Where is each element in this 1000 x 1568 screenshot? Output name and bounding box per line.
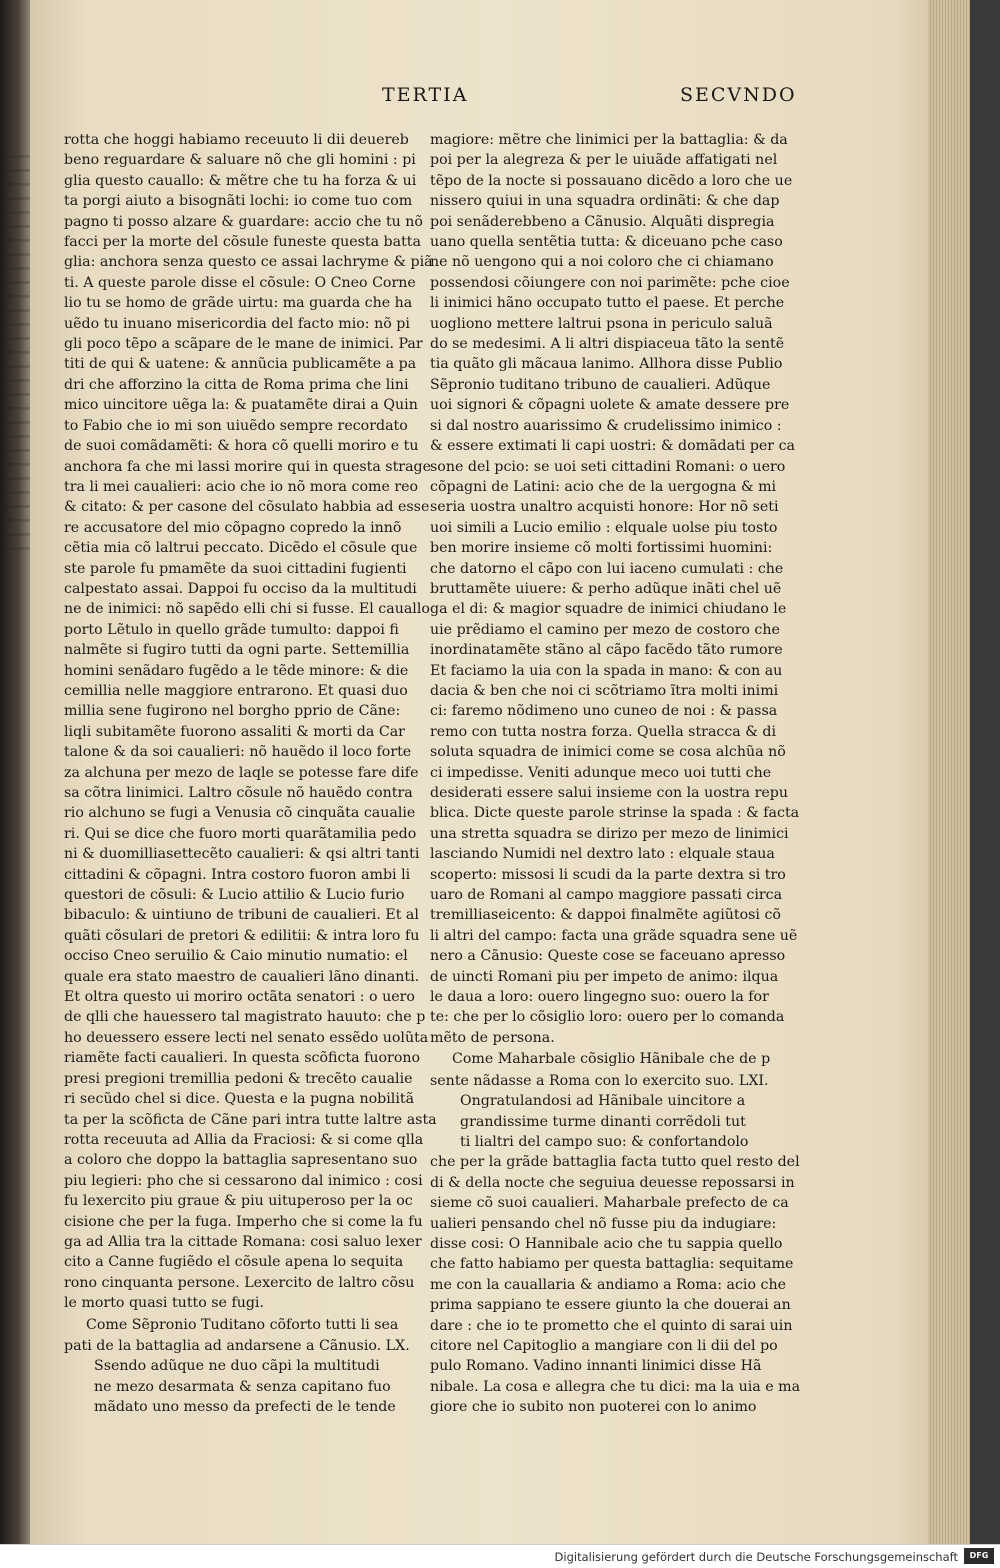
text-line: seria uostra unaltro acquisti honore: Hor nõ seti xyxy=(430,499,779,516)
text-line: uoi simili a Lucio emilio : elquale uolse piu tosto xyxy=(430,519,778,536)
text-line: anchora fa che mi lassi morire qui in questa strage xyxy=(64,458,432,475)
text-line: uano quella sentẽtia tutta: & diceuano pche caso xyxy=(430,234,783,251)
text-line: quale era stato maestro de caualieri lãno dinanti. xyxy=(64,968,420,985)
text-line: piu legieri: pho che si cessarono dal inimico : cosi xyxy=(64,1172,423,1189)
text-line: de suoi comãdamẽti: & hora cõ quelli moriro e tu xyxy=(64,438,419,455)
text-line: to Fabio che io mi son uiuẽdo sempre recordato xyxy=(64,417,408,434)
text-line: talone & da soi caualieri: nõ hauẽdo il loco forte xyxy=(64,744,412,761)
text-line: ga ad Allia tra la cittade Romana: cosi saluo lexer xyxy=(64,1233,422,1250)
text-line: & essere extimati li capi uostri: & domãdati per ca xyxy=(430,438,796,455)
text-line: ualieri pensando chel nõ fusse piu da indugiare: xyxy=(430,1215,777,1232)
text-line: le daua a loro: ouero lingegno suo: ouero la for xyxy=(430,989,769,1006)
text-line: Come Sẽpronio Tuditano cõforto tutti li sea xyxy=(86,1316,399,1333)
text-column-left xyxy=(64,130,444,1418)
dfg-logo: DFG xyxy=(964,1548,994,1564)
text-line: glia: anchora senza questo ce assai lachryme & piã xyxy=(64,254,433,271)
text-line: Sẽpronio tuditano tribuno de caualieri. Adũque xyxy=(430,376,771,393)
text-line: le morto quasi tutto se fugi. xyxy=(64,1295,264,1312)
text-line: prima sappiano te essere giunto la che douerai an xyxy=(430,1297,791,1314)
text-line: beno reguardare & saluare nõ che gli homini : pi xyxy=(64,152,416,169)
text-line: bibaculo: & uintiuno de tribuni de caualieri. Et al xyxy=(64,907,419,924)
text-line: mico uincitore uẽga la: & puatamẽte dirai a Quin xyxy=(64,397,418,414)
text-line: possendosi cõiungere con noi parimẽte: pche cioe xyxy=(430,274,790,291)
text-line: uẽdo tu inuano misericordia del facto mio: nõ pi xyxy=(64,315,410,332)
text-line: do se medesimi. A li altri dispiaceua tãto la sentẽ xyxy=(430,336,785,353)
text-line: disse cosi: O Hannibale acio che tu sappia quello xyxy=(430,1235,783,1252)
text-line: li inimici hãno occupato tutto el paese. Et perche xyxy=(430,295,785,312)
text-line: re accusatore del mio cõpagno copredo la innõ xyxy=(64,519,402,536)
text-line: tra li mei caualieri: acio che io nõ mora come reo xyxy=(64,478,419,495)
text-line: me con la cauallaria & andiamo a Roma: acio che xyxy=(430,1276,787,1293)
text-line: uie prẽdiamo el camino per mezo de costoro che xyxy=(430,621,780,638)
text-line: ri secũdo chel si dice. Questa e la pugna nobilitã xyxy=(64,1091,415,1108)
text-line: tia quãto gli mãcaua lanimo. Allhora disse Publio xyxy=(430,356,783,373)
text-line: soluta squadra de inimici come se cosa alchũa nõ xyxy=(430,744,786,761)
text-line: sone del pcio: se uoi seti cittadini Romani: o uero xyxy=(430,458,786,475)
funding-credit: Digitalisierung gefördert durch die Deutsche Forschungsgemeinschaft xyxy=(554,1550,958,1564)
text-line: cittadini & cõpagni. Intra costoro fuoron ambi li xyxy=(64,866,411,883)
text-line: citore nel Capitoglio a mangiare con li dii del po xyxy=(430,1337,778,1354)
text-line: de uincti Romani piu per impeto de animo: ilqua xyxy=(430,968,779,985)
text-line: tẽpo de la nocte si possauano dicẽdo a loro che ue xyxy=(430,172,793,189)
text-line: che datorno el cãpo con lui iaceno cumulati : che xyxy=(430,560,784,577)
text-line: homini senãdaro fugẽdo a le tẽde minore: & die xyxy=(64,662,409,679)
text-line: rono cinquanta persone. Lexercito de laltro cõsu xyxy=(64,1274,415,1291)
text-line: gli poco tẽpo a scãpare de le mane de inimici. Par xyxy=(64,336,423,353)
text-line: che per la grãde battaglia facta tutto quel resto del xyxy=(430,1154,800,1171)
text-line: ti. A queste parole disse el cõsule: O Cneo Corne xyxy=(64,274,416,291)
text-line: nibale. La cosa e allegra che tu dici: ma la uia e ma xyxy=(430,1378,801,1395)
text-line: ti lialtri del campo suo: & confortandolo xyxy=(460,1133,749,1150)
text-line: glia questo cauallo: & mẽtre che tu ha forza & ui xyxy=(64,172,417,189)
text-line: poi senãderebbeno a Cãnusio. Alquãti dispregia xyxy=(430,213,775,230)
text-line: uogliono mettere laltrui psona in periculo saluã xyxy=(430,315,773,332)
text-line: cito a Canne fugiẽdo el cõsule apena lo sequita xyxy=(64,1254,404,1271)
text-line: titi de qui & uatene: & annũcia publicamẽte a pa xyxy=(64,356,417,373)
text-line: ta per la scõficta de Cãne pari intra tutte laltre asta xyxy=(64,1111,437,1128)
text-line: dri che afforzino la citta de Roma prima che lini xyxy=(64,376,409,393)
text-line: remo con tutta nostra forza. Quella stracca & di xyxy=(430,723,777,740)
text-line: rotta receuuta ad Allia da Fraciosi: & si come qlla xyxy=(64,1131,424,1148)
text-line: giore che io subito non puoterei con lo animo xyxy=(430,1399,757,1416)
text-line: Et oltra questo ui moriro octãta senatori : o uero xyxy=(64,989,415,1006)
text-line: & citato: & per casone del cõsulato habbia ad esse xyxy=(64,499,430,516)
text-line: ho deuessero essere lecti nel senato essẽdo uolũta xyxy=(64,1029,429,1046)
text-line: mẽto de persona. xyxy=(430,1029,555,1046)
text-line: uoi signori & cõpagni uolete & amate dessere pre xyxy=(430,397,790,414)
text-line: presi pregioni tremillia pedoni & trecẽto caualie xyxy=(64,1070,413,1087)
text-line: riamẽte facti caualieri. In questa scõficta fuorono xyxy=(64,1050,421,1067)
text-line: calpestato assai. Dappoi fu occiso da la multitudi xyxy=(64,580,417,597)
text-line: millia sene fugirono nel borgho pprio de Cãne: xyxy=(64,703,401,720)
text-line: ne mezo desarmata & senza capitano fuo xyxy=(94,1378,391,1395)
text-line: blica. Dicte queste parole strinse la spada : & facta xyxy=(430,805,800,822)
text-line: desiderati essere salui insieme con la uostra repu xyxy=(430,785,788,801)
text-line: facci per la morte del cõsule funeste questa batta xyxy=(64,234,421,251)
text-line: inordinatamẽte stãno al cãpo facẽdo tãto rumore xyxy=(430,642,783,659)
text-line: cõpagni de Latini: acio che de la uergogna & mi xyxy=(430,478,777,495)
text-line: ni & duomilliasettecẽto caualieri: & qsi altri tanti xyxy=(64,846,420,863)
text-line: ne de inimici: nõ sapẽdo elli chi si fusse. El cauallo xyxy=(64,601,430,618)
text-line: occiso Cneo seruilio & Caio minutio numatio: el xyxy=(64,948,408,965)
text-line: che fatto habiamo per questa battaglia: sequitame xyxy=(430,1256,794,1273)
page-fore-edge xyxy=(928,0,970,1545)
text-line: magiore: mẽtre che linimici per la battaglia: & da xyxy=(430,132,788,148)
text-line: mãdato uno messo da prefecti de le tende xyxy=(94,1399,396,1416)
text-line: pagno ti posso alzare & guardare: accio che tu nõ xyxy=(64,213,423,230)
text-line: liqli subitamẽte fuorono assaliti & morti da Car xyxy=(64,723,405,740)
text-line: ci impedisse. Veniti adunque meco uoi tutti che xyxy=(430,764,772,781)
text-line: porto Lẽtulo in quello grãde tumulto: dappoi fi xyxy=(64,621,399,638)
text-line: poi per la alegreza & per le uiuãde affatigati nel xyxy=(430,152,778,169)
text-line: fu lexercito piu graue & piu uituperoso per la oc xyxy=(64,1193,413,1210)
text-line: nalmẽte si fugiro tutti da ogni parte. Settemillia xyxy=(64,642,410,659)
text-line: za alchuna per mezo de laqle se potesse fare dife xyxy=(64,764,419,781)
text-line: nissero quiui in una squadra ordinãti: & che dap xyxy=(430,193,780,210)
text-line: de qlli che hauessero tal magistrato hauuto: che p xyxy=(64,1009,426,1026)
text-line: sente nãdasse a Roma con lo exercito suo. LXI. xyxy=(430,1072,769,1089)
text-line: ci: faremo nõdimeno uno cuneo de noi : & passa xyxy=(430,703,778,720)
running-head-left: TERTIA xyxy=(382,84,469,106)
text-line: sieme cõ suoi caualieri. Maharbale prefecto de ca xyxy=(430,1195,789,1212)
text-line: Ssendo adũque ne duo cãpi la multitudi xyxy=(94,1358,380,1375)
text-line: si dal nostro auarissimo & crudelissimo inimico : xyxy=(430,417,782,434)
text-line: di & della nocte che seguiua deuesse repossarsi in xyxy=(430,1174,795,1191)
text-line: rio alchuno se fugi a Venusia cõ cinquãta caualie xyxy=(64,805,416,822)
text-line: a coloro che doppo la battaglia sapresentano suo xyxy=(64,1152,418,1169)
text-line: nero a Cãnusio: Queste cose se faceuano apresso xyxy=(430,948,786,965)
text-line: pulo Romano. Vadino innanti linimici disse Hã xyxy=(430,1358,762,1375)
text-line: lasciando Numidi nel dextro lato : elquale staua xyxy=(430,846,775,863)
text-line: grandissime turme dinanti corrẽdoli tut xyxy=(460,1113,746,1130)
text-line: una stretta squadra se dirizo per mezo de linimici xyxy=(430,825,789,842)
running-head-right: SECVNDO xyxy=(680,84,797,106)
digitization-footer xyxy=(0,1544,1000,1568)
text-line: ne nõ uengono qui a noi coloro che ci chiamano xyxy=(430,254,774,271)
text-line: bruttamẽte uiuere: & perho adũque inãti chel uẽ xyxy=(430,580,782,597)
text-line: te: che per lo cõsiglio loro: ouero per lo comanda xyxy=(430,1009,785,1026)
text-line: li altri del campo: facta una grãde squadra sene uẽ xyxy=(430,927,798,944)
text-line: lio tu se homo de grãde uirtu: ma guarda che ha xyxy=(64,295,413,312)
text-line: rotta che hoggi habiamo receuuto li dii deuereb xyxy=(64,132,409,148)
text-line: ste parole fu pmamẽte da suoi cittadini fugienti xyxy=(64,560,407,577)
text-line: scoperto: missosi li scudi da la parte dextra si tro xyxy=(430,866,786,883)
text-line: cemillia nelle maggiore entrarono. Et quasi duo xyxy=(64,682,408,699)
text-line: quãti cõsulari de pretori & edilitii: & intra loro fu xyxy=(64,927,420,944)
book-page xyxy=(30,0,970,1545)
text-line: sa cõtra linimici. Laltro cõsule nõ hauẽdo contra xyxy=(64,785,413,801)
text-line: Come Maharbale cõsiglio Hãnibale che de p xyxy=(452,1051,771,1068)
text-line: tremilliaseicento: & dappoi finalmẽte agiũtosi cõ xyxy=(430,907,781,924)
text-line: pati de la battaglia ad andarsene a Cãnusio. LX. xyxy=(64,1337,410,1354)
text-line: ri. Qui se dice che fuoro morti quarãtamilia pedo xyxy=(64,825,417,842)
text-line: dacia & ben che noi ci scõtriamo ĩtra molti inimi xyxy=(430,682,779,699)
text-line: dare : che io te prometto che el quinto di sarai uin xyxy=(430,1317,793,1334)
text-line: uaro de Romani al campo maggiore passati circa xyxy=(430,887,783,904)
text-line: ben morire insieme cõ molti fortissimi huomini: xyxy=(430,540,773,557)
text-line: ta porgi aiuto a bisognãti lochi: io come tuo com xyxy=(64,193,413,210)
text-line: cẽtia mia cõ laltrui peccato. Dicẽdo el cõsule que xyxy=(64,540,418,557)
text-line: ga el di: & magior squadre de inimici chiudano le xyxy=(430,601,787,618)
text-line: Ongratulandosi ad Hãnibale uincitore a xyxy=(460,1093,746,1110)
text-line: Et faciamo la uia con la spada in mano: & con au xyxy=(430,662,783,679)
text-column-right xyxy=(430,130,810,1418)
text-line: cisione che per la fuga. Imperho che si come la fu xyxy=(64,1213,423,1230)
text-line: questori de cõsuli: & Lucio attilio & Lucio furio xyxy=(64,887,405,904)
